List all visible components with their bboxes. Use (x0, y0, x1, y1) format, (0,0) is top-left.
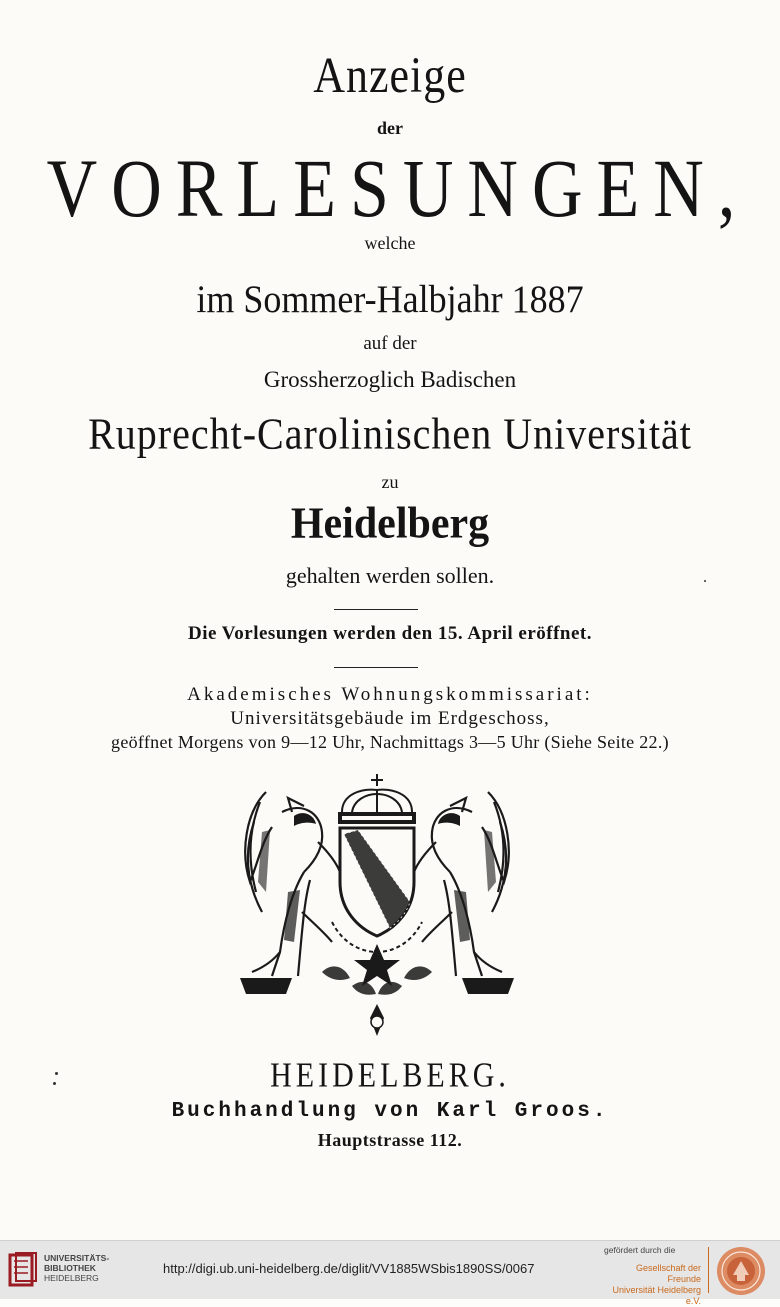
divider-rule (334, 609, 418, 610)
housing-office-hours: geöffnet Morgens von 9—12 Uhr, Nachmittags 3—5 Uhr (Siehe Seite 22.) (111, 732, 669, 752)
imprint-publisher: Buchhandlung von Karl Groos. (171, 1100, 609, 1123)
footer-divider (708, 1247, 709, 1293)
text-der: der (377, 118, 403, 138)
scan-speck (55, 1072, 58, 1075)
text-zu: zu (381, 472, 399, 492)
semester-title: im Sommer-Halbjahr 1887 (196, 277, 584, 321)
divider-rule (334, 667, 418, 668)
university-seal-icon (715, 1245, 767, 1297)
sponsor-name (601, 1263, 701, 1307)
housing-office-title: Akademisches Wohnungskommissariat: (187, 684, 593, 705)
university-name: Ruprecht-Carolinischen Universität (88, 408, 692, 459)
permalink-url[interactable]: http://digi.ub.uni-heidelberg.de/diglit/VV1885WSbis1890SS/0067 (163, 1261, 535, 1276)
text-gehalten: gehalten werden sollen. (285, 563, 495, 588)
heading-vorlesungen: VORLESUNGEN, (46, 143, 750, 235)
library-name-line: HEIDELBERG (44, 1273, 99, 1283)
sponsor-name-line: Universität Heidelberg e.V. (612, 1285, 701, 1306)
heading-anzeige: Anzeige (313, 47, 467, 104)
city-title: Heidelberg (290, 499, 490, 549)
sponsor-name-line: Gesellschaft der Freunde (635, 1263, 701, 1284)
imprint-address: Hauptstrasse 112. (317, 1130, 463, 1150)
library-name-line: BIBLIOTHEK (44, 1263, 96, 1273)
scan-speck (53, 1082, 56, 1085)
text-welche: welche (364, 233, 416, 253)
sponsor-label: gefördert durch die (604, 1245, 676, 1255)
library-name-line: UNIVERSITÄTS- (44, 1253, 110, 1263)
university-library-logo-icon (8, 1251, 38, 1287)
scan-speck (704, 580, 706, 582)
opening-notice: Die Vorlesungen werden den 15. April eröffnet. (187, 623, 593, 644)
viewer-footer (0, 1240, 780, 1306)
baden-coat-of-arms-icon (232, 772, 522, 1044)
text-auf-der: auf der (363, 333, 417, 354)
imprint-city: HEIDELBERG. (270, 1056, 510, 1095)
library-name (44, 1253, 109, 1283)
housing-office-location: Universitätsgebäude im Erdgeschoss, (230, 708, 550, 729)
text-grossherzoglich: Grossherzoglich Badischen (263, 367, 517, 392)
